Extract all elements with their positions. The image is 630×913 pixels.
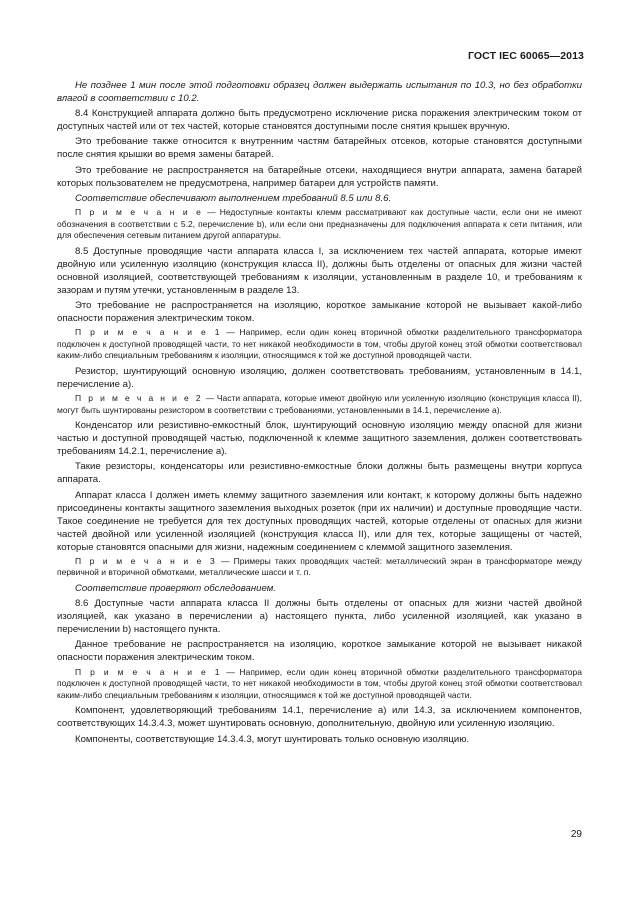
body-paragraph: Резистор, шунтирующий основную изоляцию, должен соответствовать требованиям, установленным в 14.1, перечисление а). [57,365,582,390]
page-number: 29 [570,829,582,840]
note-text: — Например, если один конец вторичной обмотки разделительного трансформатора подключен к доступной проводящей части, то нет никакой необходимости в том, чтобы другой конец этой обмотки соответствовал каким-либо специальным требованиям к изоляции, относящимся к той же доступной проводящей части. [57,327,582,361]
body-paragraph: Это требование не распространяется на изоляцию, короткое замыкание которой не вызывает какой-либо опасности поражения электрическим током. [57,299,582,324]
note-label: П р и м е ч а н и е 3 [75,555,217,566]
note-text: — Части аппарата, которые имеют двойную или усиленную изоляцию (конструкция класса II), могут быть шунтированы резистором в соответствии с требованиями, установленными в 14.1, перечисление а). [57,393,582,415]
note-label: П р и м е ч а н и е 1 [75,666,222,677]
italic-paragraph: Соответствие проверяют обследованием. [75,583,276,594]
note-label: П р и м е ч а н и е 2 [75,393,203,404]
note-paragraph [57,667,582,702]
document-body [57,79,582,748]
italic-paragraph: Соответствие обеспечивают выполнением требований 8.5 или 8.6. [75,192,392,204]
note-label: П р и м е ч а н и е 1 [75,327,222,338]
note-paragraph [57,393,582,416]
body-paragraph: 8.5 Доступные проводящие части аппарата класса I, за исключением тех частей аппарата, которые имеют двойную или усиленную изоляцию (конструкция класса II), должны быть отделены от опасных для жизни частей основной изоляцией, соответствующей требованиям к изоляции, установленным в разделе 10, и требованиям к зазорам и путям утечки, установленным в разделе 13. [57,245,582,296]
note-label: П р и м е ч а н и е [75,206,204,217]
body-paragraph: Такие резисторы, конденсаторы или резистивно-емкостные блоки должны быть размещены внутри корпуса аппарата. [57,461,582,486]
italic-paragraph: Не позднее 1 мин после этой подготовки образец должен выдержать испытания по 10.3, но без обработки влагой в соответствии с 10.2. [57,80,582,104]
body-paragraph: 8.4 Конструкцией аппарата должно быть предусмотрено исключение риска поражения электрическим током от доступных частей или от тех частей, которые становятся доступными после снятия крышек вручную. [57,108,582,133]
note-text: — Примеры таких проводящих частей: металлический экран в трансформаторе между первичной и вторичной обмотками, металлические шасси и т. п. [57,555,583,578]
body-paragraph: Это требование не распространяется на батарейные отсеки, находящиеся внутри аппарата, замена батарей которых пользователем не предусмотрена, например батареи для устройств памяти. [57,164,582,189]
body-paragraph: Компонент, удовлетворяющий требованиям 14.1, перечисление а) или 14.3, за исключением компонентов, соответствующих 14.3.4.3, может шунтировать основную, дополнительную, двойную или усиленную изоляцию. [57,705,582,730]
body-paragraph: Аппарат класса I должен иметь клемму защитного заземления или контакт, к которому должны быть надежно присоединены контакты защитного заземления выходных розеток (при их наличии) и доступные проводящие части. Такое соединение не требуется для тех доступных проводящих частей, которые отделены от опасных для жизни частей двойной или усиленной изоляцией (конструкция класса II), или для тех, которые защищены от частей, которые становятся опасными для жизни, надежным соединением с клеммой защитного заземления. [57,489,582,553]
body-paragraph: Конденсатор или резистивно-емкостный блок, шунтирующий основную изоляцию между опасной для жизни частью и доступной проводящей частью, подключенной к клемме защитного заземления, должен соответствовать требованиям 14.2.1, перечисление а). [57,420,582,458]
standard-header: ГОСТ IEC 60065—2013 [467,50,584,62]
note-paragraph [57,327,582,362]
note-text: — Недоступные контакты клемм рассматривают как доступные части, если они не имеют обозначения в соответствии с 5.2, перечисление b), или если они предназначены для подключения аппарата к сети питания, или для обеспечения сетевым питанием другой аппаратуры. [57,206,582,241]
note-text: — Например, если один конец вторичной обмотки разделительного трансформатора подключен к доступной проводящей части, то нет никакой необходимости в том, чтобы другой конец этой обмотки соответствовал каким-либо специальным требованиям к изоляции, относящимся к той же доступной проводящей части. [57,666,582,700]
note-paragraph [57,556,582,579]
body-paragraph: Данное требование не распространяется на изоляцию, короткое замыкание которой не вызывает никакой опасности поражения электрическим током. [57,639,582,664]
body-paragraph: Компоненты, соответствующие 14.3.4.3, могут шунтировать только основную изоляцию. [75,733,470,745]
body-paragraph: 8.6 Доступные части аппарата класса II должны быть отделены от опасных для жизни частей двойной изоляцией, как указано в перечислении а) настоящего пункта, либо усиленной изоляцией, как указано в перечислении b) настоящего пункта. [57,598,582,636]
body-paragraph: Это требование также относится к внутренним частям батарейных отсеков, которые становятся доступными после снятия крышки во время замены батарей. [57,136,582,161]
note-paragraph [57,207,582,242]
